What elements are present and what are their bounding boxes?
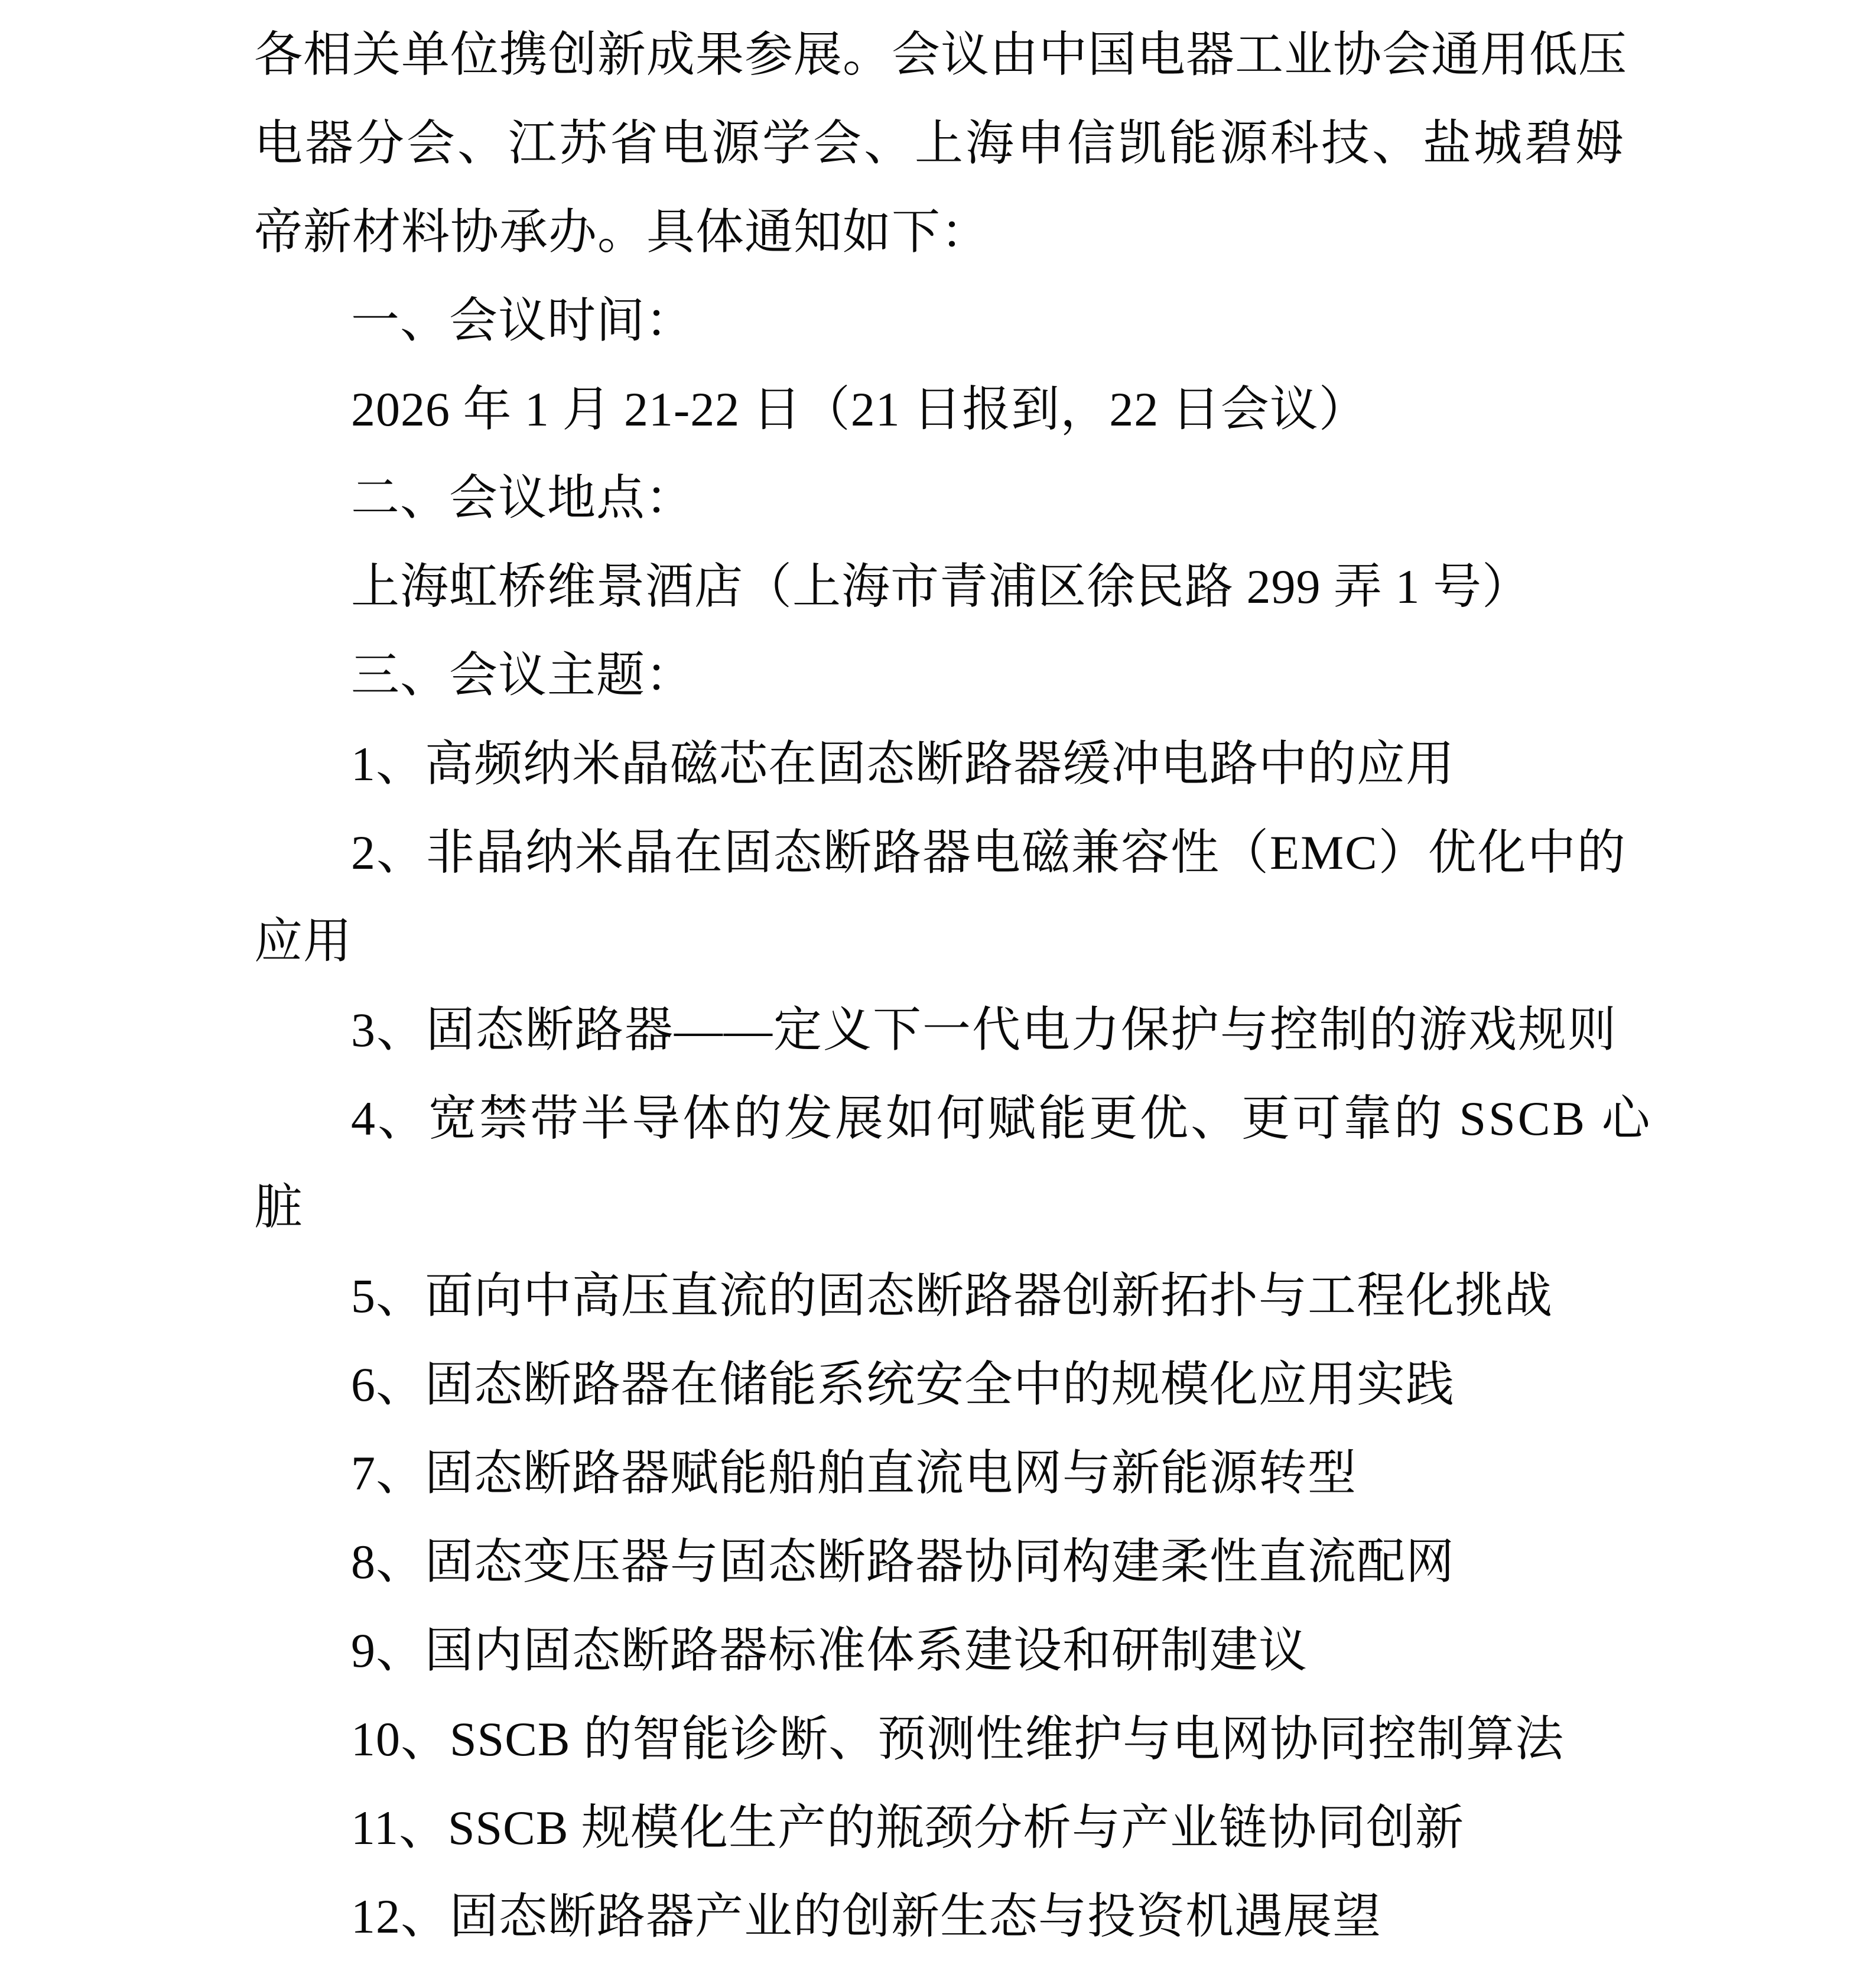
paragraph-line: 各相关单位携创新成果参展。会议由中国电器工业协会通用低压 xyxy=(254,28,1628,82)
topic-item-6: 6、固态断路器在储能系统安全中的规模化应用实践 xyxy=(351,1358,1455,1411)
topic-item-4: 4、宽禁带半导体的发展如何赋能更优、更可靠的 SSCB 心 xyxy=(351,1092,1653,1145)
topic-item-11: 11、SSCB 规模化生产的瓶颈分析与产业链协同创新 xyxy=(351,1801,1465,1855)
document-body xyxy=(254,11,1653,1961)
topic-item-1: 1、高频纳米晶磁芯在固态断路器缓冲电路中的应用 xyxy=(351,737,1455,791)
topic-item-4-continuation: 脏 xyxy=(254,1180,304,1234)
section-heading-topics: 三、会议主题： xyxy=(351,648,695,702)
topic-item-12: 12、固态断路器产业的创新生态与投资机遇展望 xyxy=(351,1889,1382,1943)
topic-item-3: 3、固态断路器——定义下一代电力保护与控制的游戏规则 xyxy=(351,1003,1618,1057)
paragraph-line: 电器分会、江苏省电源学会、上海申信凯能源科技、盐城碧姆 xyxy=(254,116,1627,170)
meeting-date-line: 2026 年 1 月 21-22 日（21 日报到，22 日会议） xyxy=(351,382,1368,436)
section-heading-time: 一、会议时间： xyxy=(351,294,695,348)
topic-item-10: 10、SSCB 的智能诊断、预测性维护与电网协同控制算法 xyxy=(351,1712,1565,1766)
topic-item-9: 9、国内固态断路器标准体系建设和研制建议 xyxy=(351,1624,1308,1677)
topic-item-5: 5、面向中高压直流的固态断路器创新拓扑与工程化挑战 xyxy=(351,1269,1553,1323)
section-heading-venue: 二、会议地点： xyxy=(351,471,695,525)
paragraph-line: 帝新材料协承办。具体通知如下： xyxy=(254,205,990,259)
meeting-venue-line: 上海虹桥维景酒店（上海市青浦区徐民路 299 弄 1 号） xyxy=(351,560,1532,613)
topic-item-2: 2、非晶纳米晶在固态断路器电磁兼容性（EMC）优化中的 xyxy=(351,826,1627,879)
topic-item-8: 8、固态变压器与固态断路器协同构建柔性直流配网 xyxy=(351,1535,1455,1589)
topic-item-2-continuation: 应用 xyxy=(254,914,353,968)
topic-item-7: 7、固态断路器赋能船舶直流电网与新能源转型 xyxy=(351,1446,1357,1500)
